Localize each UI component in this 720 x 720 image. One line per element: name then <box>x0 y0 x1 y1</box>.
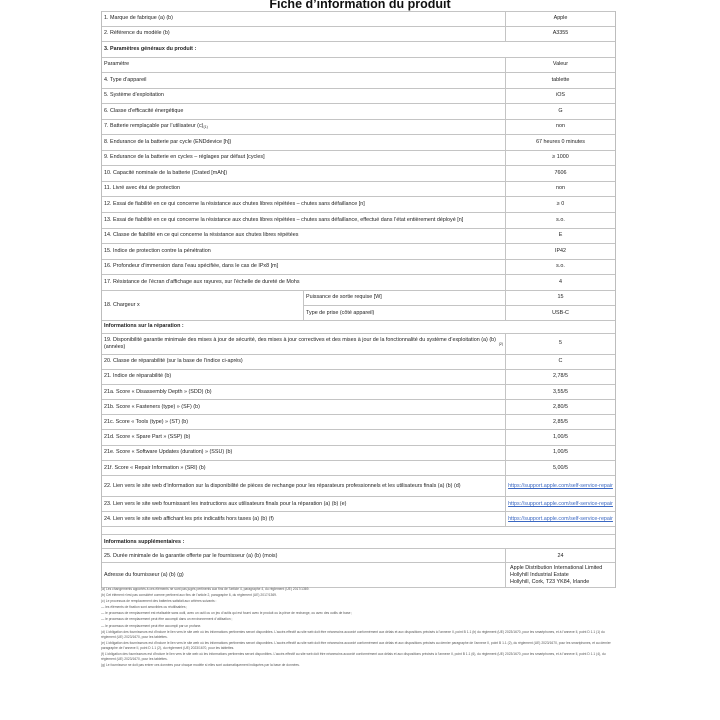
row-value: 3,55/5 <box>553 388 568 395</box>
row-label: 21f. Score « Repair Information » (SRI) (b) <box>102 461 506 475</box>
table-row <box>102 135 615 151</box>
table-row <box>102 430 615 445</box>
row-link-cell <box>506 476 615 496</box>
row-value: 2,80/5 <box>553 403 568 410</box>
row-value: E <box>558 232 563 239</box>
section-title: 3. Paramètres généraux du produit : <box>104 45 197 52</box>
row-label: 24. Lien vers le site web affichant les prix indicatifs hors taxes (a) (b) (f) <box>102 512 506 526</box>
row-value: 2,78/5 <box>553 373 568 380</box>
row-label: 2. Référence du modèle (b) <box>102 27 506 42</box>
row-value: 5,00/5 <box>553 464 568 471</box>
info-table <box>101 11 616 588</box>
row-label: 12. Essai de fiabilité en ce qui concerne la résistance aux chutes libres répétées – chutes sans défaillance [n] <box>102 197 506 212</box>
row-value: A3355 <box>552 30 569 37</box>
footnote: (c) Le processus de remplacement des batteries satisfait aux critères suivants : <box>101 599 217 604</box>
row-value: ≥ 0 <box>556 201 565 208</box>
table-row <box>102 244 615 260</box>
row-label: 13. Essai de fiabilité en ce qui concerne la résistance aux chutes libres répétées – chutes sans défaillance, effectué dans l’état entièrement déployé [n] <box>102 213 506 228</box>
table-row <box>102 415 615 430</box>
row-value: 67 heures 0 minutes <box>536 138 585 145</box>
row-value: 24 <box>557 552 564 559</box>
row-label: Paramètre <box>102 58 506 73</box>
table-row <box>102 446 615 461</box>
row-label: 11. Livré avec étui de protection <box>102 182 506 197</box>
charger-row <box>102 291 615 321</box>
table-row <box>102 370 615 385</box>
table-row <box>102 89 615 105</box>
row-label: 10. Capacité nominale de la batterie (Crated [mAh]) <box>102 166 506 181</box>
supplier-address <box>506 563 615 587</box>
row-link-cell <box>506 512 615 526</box>
row-label: 8. Endurance de la batterie par cycle (ENDdevice [h]) <box>102 135 506 150</box>
row-label: 16. Profondeur d’immersion dans l’eau spécifiée, dans le cas de IPx8 [m] <box>102 260 506 275</box>
row-label: 9. Endurance de la batterie en cycles – réglages par défaut [cycles] <box>102 151 506 166</box>
footnote: (g) Le fournisseur ne doit pas entrer ces données pour chaque modèle si elles sont automatiquement indiquées par la base de données. <box>101 663 300 668</box>
address-line: Apple Distribution International Limited <box>510 564 603 571</box>
table-row <box>102 385 615 400</box>
table-row <box>102 400 615 415</box>
row-label: 21e. Score « Software Updates (duration) » (SSU) (b) <box>102 446 506 460</box>
table-row <box>102 151 615 167</box>
address-line: Hollyhill, Cork, T23 YK84, Irlande <box>510 578 590 585</box>
row-value: non <box>556 123 565 130</box>
row-label: 21c. Score « Tools (type) » (ST) (b) <box>102 415 506 429</box>
row-label: 7. Batterie remplaçable par l’utilisateur (c) (1) <box>102 120 506 135</box>
row-value: non <box>556 185 565 192</box>
row-label: 17. Résistance de l’écran d’affichage aux rayures, sur l’échelle de dureté de Mohs <box>102 275 506 290</box>
table-row <box>102 461 615 476</box>
row-label: 21a. Score « Disassembly Depth » (SDD) (b) <box>102 385 506 399</box>
table-row <box>102 120 615 136</box>
row-value: 2,85/5 <box>553 419 568 426</box>
table-row <box>102 213 615 229</box>
row-label: 18. Chargeur x <box>102 291 304 320</box>
row-value: Apple <box>553 15 568 22</box>
section-title: Informations supplémentaires : <box>104 538 185 545</box>
table-row <box>102 182 615 198</box>
charger-power-value: 15 <box>557 294 564 301</box>
footnote: (d) L’obligation des fournisseurs est d’inclure le lien vers le site web où les informations pertinentes seront disponibles. L’accès effectif au site web doit être néanmoins accordé conformément aux délais et aux dispositions précisés à l’annexe II, point B 1.1 (b) du règlement (UE) 2023/1670, pour les smartphones, et à l’annexe II, point D 1.1 (1) du règlement (UE) 2023/1670, pour les tablettes. <box>101 630 605 639</box>
row-label: 22. Lien vers le site web d’information sur la disponibilité de pièces de rechange pour les réparateurs professionnels et les utilisateurs finals (a) (b) (d) <box>102 476 506 496</box>
footnote: — le processus de remplacement peut être accompli dans un environnement d’utilisation ; <box>101 617 233 622</box>
section-header <box>102 535 615 549</box>
row-value: 4 <box>559 278 562 285</box>
row-value: iOS <box>556 92 565 99</box>
row-label: 4. Type d’appareil <box>102 73 506 88</box>
repair-link[interactable]: https://support.apple.com/self-service-repair <box>508 515 613 522</box>
row-value: Valeur <box>552 61 569 68</box>
table-row <box>102 27 615 43</box>
row-label: Adresse du fournisseur (a) (b) (g) <box>102 563 506 587</box>
table-row <box>102 166 615 182</box>
table-row <box>102 497 615 512</box>
table-row <box>102 260 615 276</box>
row-label: 25. Durée minimale de la garantie offerte par le fournisseur (a) (b) (mois) <box>102 549 506 562</box>
footnote: (e) L’obligation des fournisseurs est d’inclure le lien vers le site web où les informations pertinentes seront disponibles. L’accès effectif au site web doit être néanmoins accordé conformément aux délais et aux dispositions précisés au dernier paragraphe de l’annexe II, point B 1.1 (2), du règlement (UE) 2023/1670, pour les smartphones, et au dernier paragraphe de l’annexe II, point D 1.1 (2), du règlement (UE) 2023/1670, pour les tablettes. <box>101 641 611 650</box>
table-row <box>102 104 615 120</box>
row-label: 19. Disponibilité garantie minimale des mises à jour de sécurité, des mises à jour correctives et des mises à jour de la fonctionnalité du système d’exploitation (a) (b) (années) (2) <box>102 334 506 354</box>
table-row <box>102 512 615 527</box>
footnotes <box>101 587 616 669</box>
row-label: 21. Indice de réparabilité (b) <box>102 370 506 384</box>
row-value: 1,00/5 <box>553 449 568 456</box>
table-row <box>102 275 615 291</box>
footnote: — le processus de remplacement peut être accompli par un profane. <box>101 623 202 628</box>
repair-link[interactable]: https://support.apple.com/self-service-repair <box>508 482 613 489</box>
table-row <box>102 355 615 370</box>
spacer <box>102 527 615 535</box>
row-value: s.o. <box>556 216 565 223</box>
table-row <box>102 11 615 27</box>
row-value: IP42 <box>554 247 567 254</box>
row-label: 1. Marque de fabrique (a) (b) <box>102 12 506 26</box>
repair-link[interactable]: https://support.apple.com/self-service-repair <box>508 500 613 507</box>
row-label: 21b. Score « Fasteners (type) » (SF) (b) <box>102 400 506 414</box>
table-row <box>102 549 615 563</box>
table-row <box>102 197 615 213</box>
table-row <box>102 58 615 74</box>
charger-power-label: Puissance de sortie requise [W] <box>304 291 506 305</box>
row-value: 1,00/5 <box>553 434 568 441</box>
footnote: (f) L’obligation des fournisseurs est d’inclure le lien vers le site web où les informations pertinentes seront disponibles. L’accès effectif au site web doit être néanmoins accordé conformément aux délais et aux dispositions précisés à l’annexe II, point B 1.1 (6), du règlement (UE) 2023/1670, pour les smartphones, et à l’annexe II, point D 1.1 (4), du règlement (UE) 2023/1670, pour les tablettes. <box>101 652 606 661</box>
footnote: (b) Cet élément n’est pas considéré comme pertinent aux fins de l’article 2, paragraphe 6, du règlement (UE) 2017/1369. <box>101 593 277 598</box>
row-value: 5 <box>559 340 562 347</box>
supplier-row <box>102 563 615 588</box>
address-line: Hollyhill Industrial Estate <box>510 571 569 578</box>
row-label: 20. Classe de réparabilité (sur la base de l’indice ci-après) <box>102 355 506 369</box>
row-value: C <box>558 358 563 365</box>
charger-sub-row <box>304 291 615 306</box>
row-label: 14. Classe de fiabilité en ce qui concerne la résistance aux chutes libres répétées <box>102 229 506 244</box>
section-header <box>102 321 615 334</box>
table-row <box>102 229 615 245</box>
row-label: 6. Classe d’efficacité énergétique <box>102 104 506 119</box>
section-header <box>102 42 615 58</box>
charger-plug-label: Type de prise (côté appareil) <box>304 306 506 321</box>
section-title: Informations sur la réparation : <box>104 323 184 330</box>
charger-sub-row <box>304 306 615 321</box>
row-value: tablette <box>551 76 570 83</box>
footnote: (a) Les changements apportés à ces éléments ne sont pas jugés pertinents aux fins de l’article 4, paragraphe 4, du règlement (UE) 2017/1369. <box>101 587 310 591</box>
row-label: 21d. Score « Spare Part » (SSP) (b) <box>102 430 506 444</box>
row-label: 15. Indice de protection contre la pénétration <box>102 244 506 259</box>
table-row <box>102 476 615 497</box>
table-row <box>102 334 615 355</box>
footnote: — les éléments de fixation sont amovibles ou réutilisables ; <box>101 605 188 610</box>
page-title: Fiche d’information du produit <box>269 0 451 11</box>
row-value: 7606 <box>554 169 567 176</box>
footnote: — le processus de remplacement est réalisable sans outil, avec un outil ou un jeu d’outils qui est fourni avec le produit ou la pièce de rechange, ou avec des outils de base ; <box>101 611 353 616</box>
table-row <box>102 73 615 89</box>
row-label: 5. Système d’exploitation <box>102 89 506 104</box>
row-link-cell <box>506 497 615 511</box>
row-label: 23. Lien vers le site web fournissant les instructions aux utilisateurs finals pour la réparation (a) (b) (e) <box>102 497 506 511</box>
row-value: G <box>558 107 563 114</box>
row-value: ≥ 1000 <box>552 154 569 161</box>
charger-plug-value: USB-C <box>552 309 569 316</box>
row-value: s.o. <box>556 263 565 270</box>
